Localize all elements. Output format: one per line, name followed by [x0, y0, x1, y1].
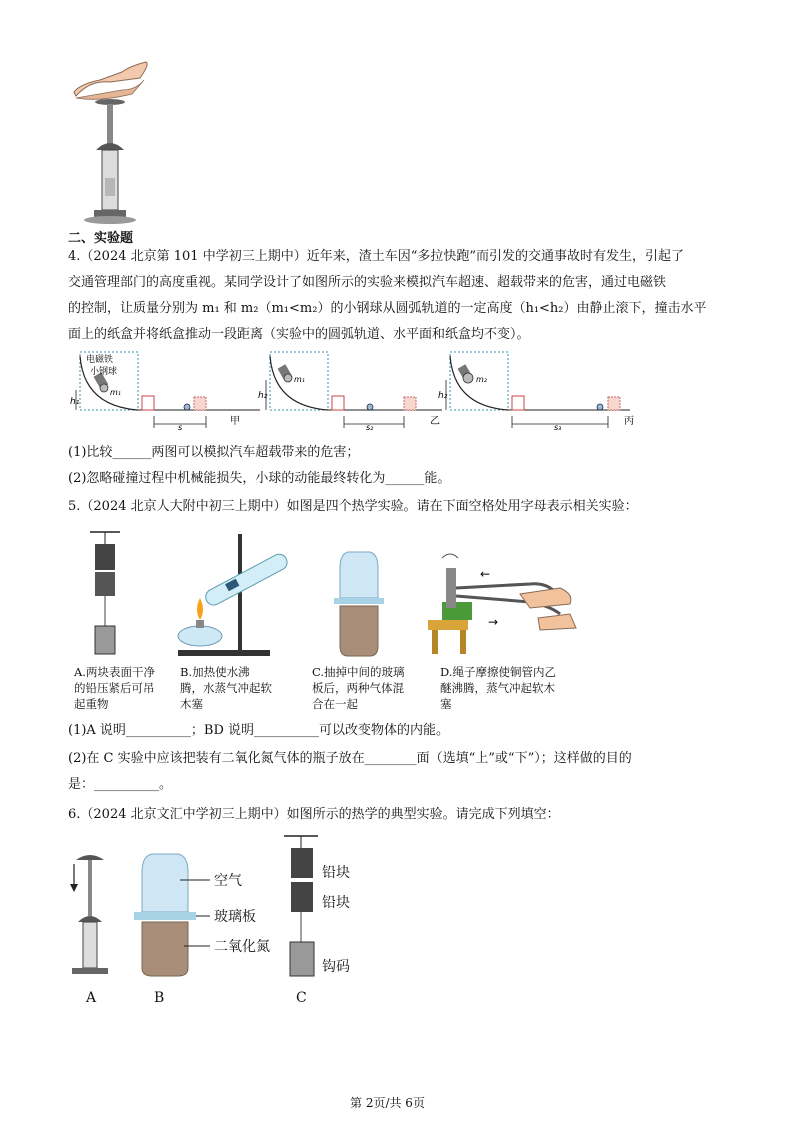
q5-figure-b	[172, 528, 298, 660]
hand-piston-figure	[70, 58, 160, 230]
q5-line1: 5.（2024 北京人大附中初三上期中）如图是四个热学实验。请在下面空格处用字母表示相关实验：	[68, 499, 638, 514]
setup-bing	[438, 352, 634, 430]
label-bing: 丙	[624, 416, 634, 427]
q5-caption-c: C.抽掉中间的玻璃板后，两种气体混合在一起	[312, 665, 405, 711]
q5-sub1: (1)A 说明__________；BD 说明__________可以改变物体的内能。	[68, 723, 450, 738]
label-s2: s₂	[366, 423, 374, 430]
q5-sub2b: 是：__________。	[68, 777, 173, 792]
label-s3: s₃	[554, 423, 562, 430]
label-ball: 小钢球	[90, 367, 118, 377]
svg-text:→: →	[488, 615, 499, 629]
label-h3: h₂	[438, 391, 448, 401]
page-footer: 第 2页/共 6页	[350, 1096, 425, 1110]
svg-text:←: ←	[480, 567, 491, 581]
q6-fig-b-label: B	[154, 990, 165, 1006]
q5-figure-d	[420, 548, 580, 658]
label-yi: 乙	[430, 416, 440, 427]
q4-line4: 面上的纸盒并将纸盒推动一段距离（实验中的圆弧轨道、水平面和纸盒均不变）。	[68, 327, 530, 342]
label-s1: s	[178, 423, 183, 430]
label-h2: h₂	[258, 391, 268, 401]
q6-line1: 6.（2024 北京文汇中学初三上期中）如图所示的热学的典型实验。请完成下列填空：	[68, 807, 560, 822]
q4-line3: 的控制，让质量分别为 m₁ 和 m₂（m₁<m₂）的小钢球从圆弧轨道的一定高度（h₁<h₂）由静止滚下，撞击水平	[68, 301, 707, 316]
q6-figure-a	[66, 850, 118, 976]
label-m2: m₁	[294, 375, 305, 384]
q4-line2: 交通管理部门的高度重视。某同学设计了如图所示的实验来模拟汽车超速、超载带来的危害，通过电磁铁	[68, 275, 667, 290]
q4-line1: 4.（2024 北京第 101 中学初三上期中）近年来，渣土车因“多拉快跑”而引发的交通事故时有发生，引起了	[68, 249, 684, 264]
q4-sub1: (1)比较______两图可以模拟汽车超载带来的危害；	[68, 445, 360, 460]
label-m3: m₂	[476, 375, 487, 384]
section-title: 二、实验题	[68, 231, 134, 246]
q6-fig-a-label: A	[86, 990, 97, 1006]
q6-fig-c-label: C	[296, 990, 307, 1006]
label-electromagnet: 电磁铁	[86, 355, 114, 365]
q6-label-glass: 玻璃板	[214, 909, 256, 925]
q5-caption-b: B.加热使水沸腾，水蒸气冲起软木塞	[180, 665, 272, 711]
q6-label-air: 空气	[214, 873, 242, 889]
q6-label-no2: 二氧化氮	[214, 939, 270, 955]
q5-sub2a: (2)在 C 实验中应该把装有二氧化氮气体的瓶子放在________面（选填“上”或“下”）；这样做的目的	[68, 751, 632, 766]
label-h1: h₁	[70, 397, 80, 407]
q4-track-figure	[70, 350, 640, 430]
q4-sub2: (2)忽略碰撞过程中机械能损失，小球的动能最终转化为______能。	[68, 471, 451, 486]
label-m1: m₁	[110, 388, 121, 397]
setup-jia	[70, 352, 260, 430]
q6-label-lead1: 铅块	[322, 865, 350, 881]
setup-yi	[258, 352, 442, 430]
q5-caption-a: A.两块表面干净的铅压紧后可吊起重物	[74, 665, 155, 711]
q5-figure-c	[332, 550, 386, 660]
q5-figure-a	[84, 528, 134, 660]
q6-label-weight: 钩码	[322, 959, 350, 975]
q5-caption-d: D.绳子摩擦使铜管内乙醚沸腾，蒸气冲起软木塞	[440, 665, 556, 711]
q6-label-lead2: 铅块	[322, 895, 350, 911]
label-jia: 甲	[230, 416, 240, 427]
